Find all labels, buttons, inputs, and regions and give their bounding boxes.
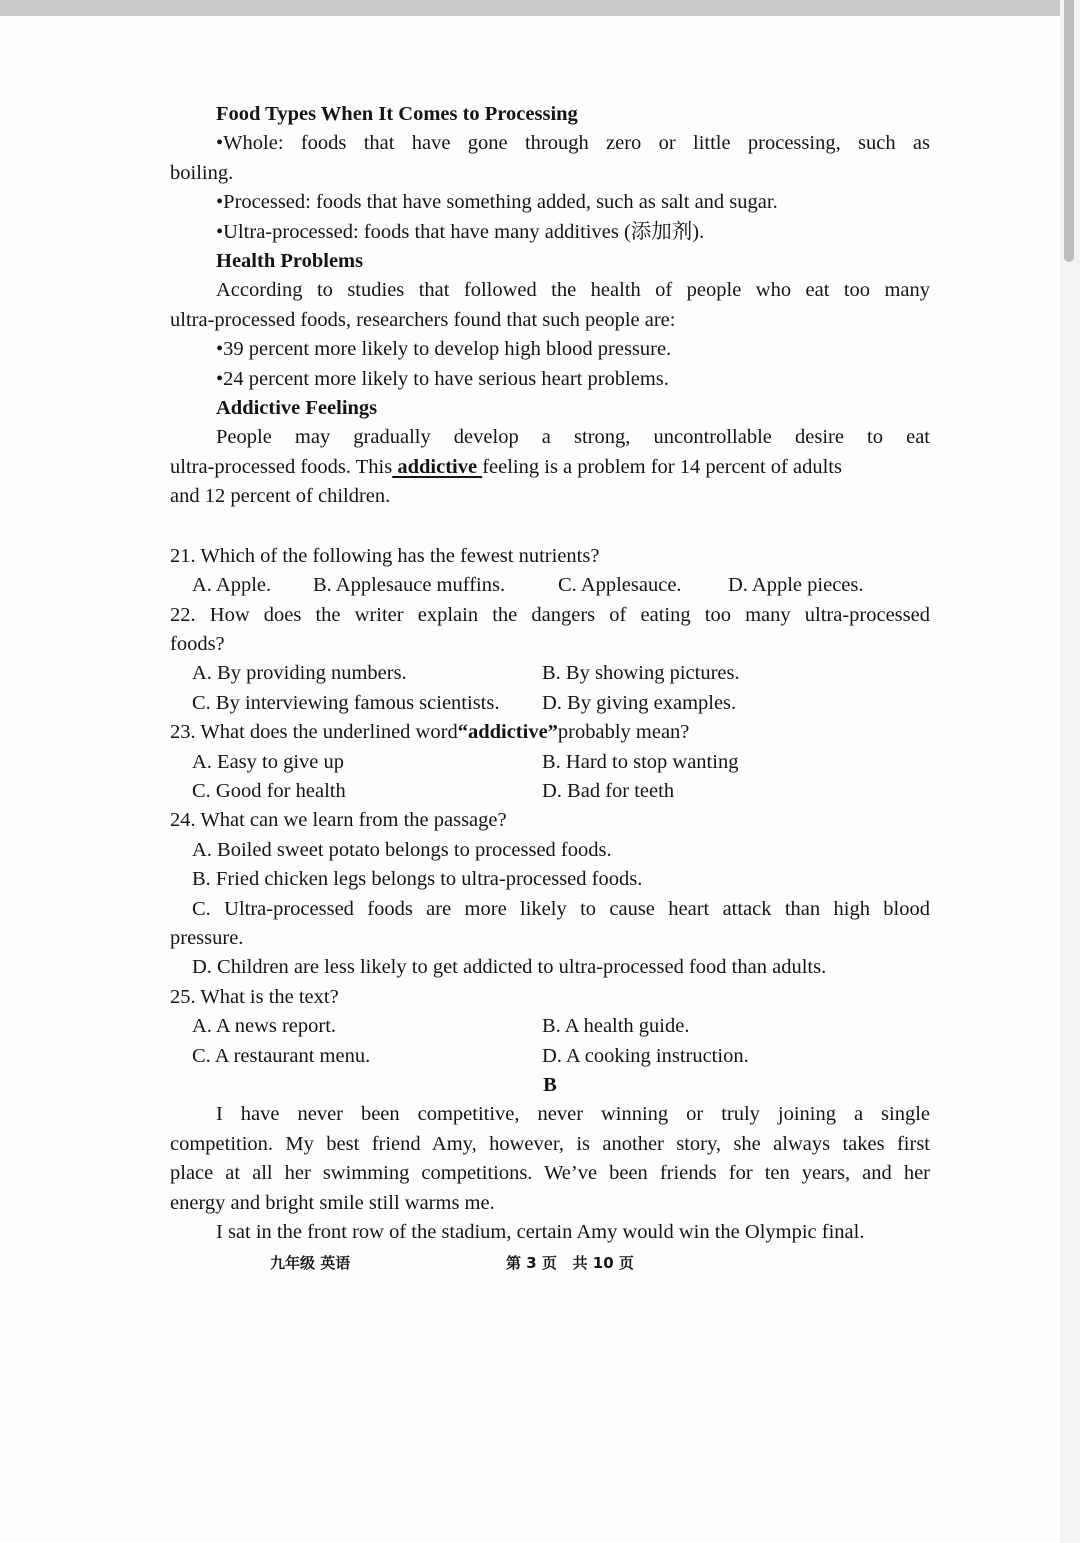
- addictive-text-a: ultra-processed foods. This: [170, 455, 393, 478]
- q24-option-a: A. Boiled sweet potato belongs to processed foods.: [192, 838, 612, 861]
- passage-b-line3: place at all her swimming competitions. We’ve been friends for ten years, and her: [170, 1162, 930, 1185]
- q25-option-c: C. A restaurant menu.: [192, 1044, 371, 1067]
- heading-addictive-feelings: Addictive Feelings: [216, 397, 378, 420]
- question-23-stem: [170, 718, 930, 747]
- addictive-paragraph-end: and 12 percent of children.: [170, 485, 391, 508]
- question-22-stem-cont: foods?: [170, 632, 225, 655]
- q22-option-c: C. By interviewing famous scientists.: [192, 691, 500, 714]
- underlined-word-addictive: addictive: [392, 455, 483, 478]
- q25-options-row1: [170, 1012, 930, 1041]
- q23-option-c: C. Good for health: [192, 779, 346, 802]
- q25-option-a: A. A news report.: [192, 1015, 337, 1038]
- addictive-paragraph: People may gradually develop a strong, uncontrollable desire to eat: [216, 426, 930, 449]
- passage-b-line4: energy and bright smile still warms me.: [170, 1191, 495, 1214]
- health-paragraph-cont: ultra-processed foods, researchers found that such people are:: [170, 308, 676, 331]
- question-25-stem: 25. What is the text?: [170, 985, 339, 1008]
- question-21-options: [170, 571, 930, 600]
- stat-heart-problems: •24 percent more likely to have serious heart problems.: [216, 367, 669, 390]
- q25-options-row2: [170, 1042, 930, 1071]
- q22-option-b: B. By showing pictures.: [542, 662, 740, 685]
- q21-option-a: A. Apple.: [192, 574, 272, 597]
- q23-option-b: B. Hard to stop wanting: [542, 750, 739, 773]
- q21-option-d: D. Apple pieces.: [728, 574, 864, 597]
- exam-page: [170, 100, 930, 1277]
- processed-definition: •Processed: foods that have something added, such as salt and sugar.: [216, 191, 778, 214]
- q22-options-row2: [170, 689, 930, 718]
- q24-option-d: D. Children are less likely to get addicted to ultra-processed food than adults.: [192, 956, 827, 979]
- whole-definition-cont: boiling.: [170, 161, 234, 184]
- scrollbar-thumb[interactable]: [1064, 0, 1074, 262]
- q23-stem-a: 23. What does the underlined word: [170, 721, 458, 744]
- footer-grade-subject: 九年级 英语: [270, 1254, 351, 1273]
- question-21-stem: 21. Which of the following has the fewest nutrients?: [170, 544, 600, 567]
- stat-blood-pressure: •39 percent more likely to develop high blood pressure.: [216, 338, 672, 361]
- q23-stem-b: probably mean?: [557, 721, 690, 744]
- section-b-label: B: [543, 1074, 557, 1096]
- q24-option-c: C. Ultra-processed foods are more likely to cause heart attack than high blood: [192, 897, 930, 920]
- q23-option-d: D. Bad for teeth: [542, 779, 675, 802]
- heading-food-types: Food Types When It Comes to Processing: [216, 103, 578, 125]
- q23-option-a: A. Easy to give up: [192, 750, 345, 773]
- whole-definition: •Whole: foods that have gone through zero or little processing, such as: [216, 132, 930, 155]
- ultra-processed-definition: •Ultra-processed: foods that have many additives (添加剂).: [216, 220, 705, 243]
- passage-b-line1: I have never been competitive, never winning or truly joining a single: [216, 1103, 930, 1126]
- q24-option-c-cont: pressure.: [170, 926, 244, 949]
- addictive-text-b: feeling is a problem for 14 percent of adults: [482, 455, 842, 478]
- page-footer: [170, 1249, 930, 1277]
- question-22-stem: 22. How does the writer explain the dangers of eating too many ultra-processed: [170, 603, 930, 626]
- health-paragraph: According to studies that followed the health of people who eat too many: [216, 279, 930, 302]
- q23-options-row1: [170, 748, 930, 777]
- q23-options-row2: [170, 777, 930, 806]
- q21-option-c: C. Applesauce.: [558, 574, 682, 597]
- q22-option-a: A. By providing numbers.: [192, 662, 407, 685]
- question-24-stem: 24. What can we learn from the passage?: [170, 809, 507, 832]
- q24-option-b: B. Fried chicken legs belongs to ultra-processed foods.: [192, 868, 643, 891]
- q21-option-b: B. Applesauce muffins.: [313, 574, 506, 597]
- passage-b-line5: I sat in the front row of the stadium, certain Amy would win the Olympic final.: [216, 1221, 865, 1244]
- q25-option-d: D. A cooking instruction.: [542, 1044, 749, 1067]
- scrollbar-track[interactable]: [1060, 0, 1080, 1543]
- addictive-paragraph-cont: [170, 453, 930, 482]
- q25-option-b: B. A health guide.: [542, 1015, 690, 1038]
- footer-page-info: 第 3 页 共 10 页: [506, 1254, 634, 1273]
- q23-quoted-word: “addictive”: [457, 721, 558, 744]
- top-bar: [0, 0, 1080, 16]
- q22-option-d: D. By giving examples.: [542, 691, 737, 714]
- passage-b-line2: competition. My best friend Amy, however, is another story, she always takes first: [170, 1132, 930, 1155]
- q22-options-row1: [170, 659, 930, 688]
- heading-health-problems: Health Problems: [216, 250, 364, 273]
